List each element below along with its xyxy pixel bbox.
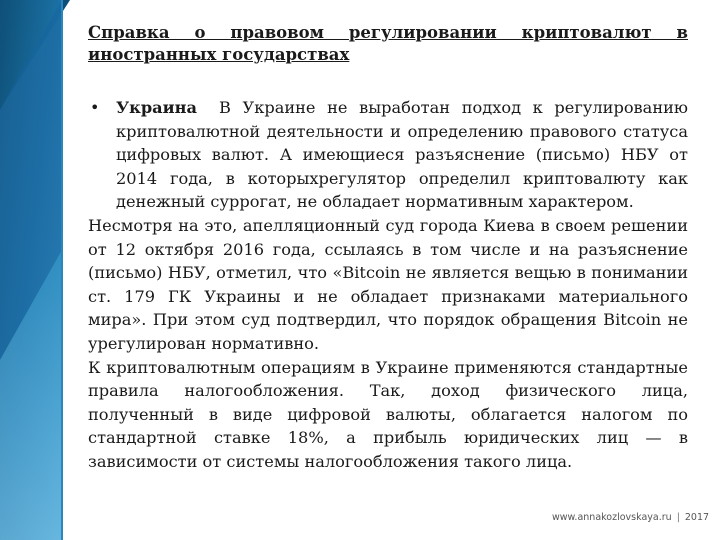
side-decor-stripe — [0, 0, 72, 540]
bullet-dot-icon: • — [90, 98, 100, 117]
slide-content — [88, 22, 688, 474]
paragraph-taxation: К криптовалютным операциям в Украине применяются стандартные правила налогообложения. Так, доход физического лица, полученный в виде цифровой валюты, облагается налогом по стандартной ставке 18%, а прибыль юридических лиц — в зависимости от системы налогообложения такого лица. — [88, 357, 688, 471]
footer-year: 2017 — [684, 512, 710, 523]
footer — [552, 512, 709, 523]
country-label: Украина — [116, 98, 197, 117]
slide-title — [88, 22, 688, 66]
bullet-text — [116, 96, 688, 214]
title-line-2: иностранных государствах — [88, 45, 350, 64]
footer-separator: | — [676, 512, 680, 523]
paragraph-court-decision: Несмотря на это, апелляционный суд города Киева в своем решении от 12 октября 2016 года, ссылаясь в том числе и на разъяснение (письмо) НБУ, отметил, что «Bitcoin не является вещью в понимании ст. 179 ГК Украины и не обладает признаками материального мира». При этом суд подтвердил, что порядок обращения Bitcoin не урегулирован нормативно. — [88, 215, 688, 353]
title-line-1: Справка о правовом регулировании криптовалют в — [88, 23, 688, 42]
footer-website: www.annakozlovskaya.ru — [552, 512, 672, 523]
bullet-item-ukraine — [88, 96, 688, 214]
bullet-body: В Украине не выработан подход к регулированию криптовалютной деятельности и определению правового статуса цифровых валют. А имеющиеся разъяснение (письмо) НБУ от 2014 года, в которыхрегулятор определил криптовалюту как денежный суррогат, не обладает нормативным характером. — [116, 98, 688, 212]
